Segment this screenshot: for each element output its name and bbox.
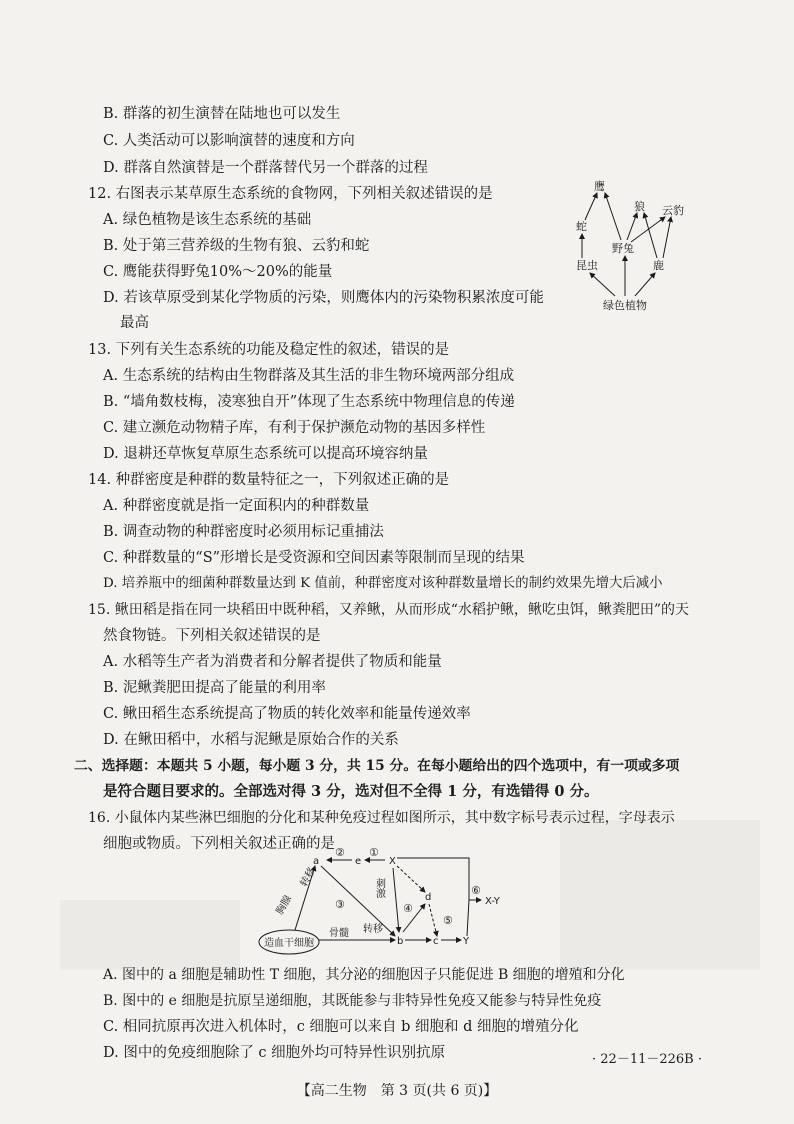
q12-stem: 12. 右图表示某草原生态系统的食物网，下列相关叙述错误的是 xyxy=(88,186,493,202)
arrow-rabbit-leopard xyxy=(631,217,665,242)
process-5: ⑤ xyxy=(443,914,453,927)
q13-option-b: B. “墙角数枝梅，凌寒独自开”体现了生态系统中物理信息的传递 xyxy=(103,394,515,410)
label-transfer1: 转移 xyxy=(298,865,319,889)
web-leopard: 云豹 xyxy=(662,204,684,217)
paper-code: · 22－11－226B · xyxy=(592,1052,702,1067)
node-b: b xyxy=(397,936,404,947)
process-1: ① xyxy=(369,848,379,859)
q14-option-d: D. 培养瓶中的细菌种群数量达到 K 值前，种群密度对该种群数量增长的制约效果先增大后减小 xyxy=(103,576,663,591)
arrow-d-to-c xyxy=(429,904,437,936)
arrow-plant-deer xyxy=(635,273,655,296)
label-stimulate: 刺激 xyxy=(373,878,385,898)
q12-option-d-cont: 最高 xyxy=(120,315,149,331)
q15-option-c: C. 鳅田稻生态系统提高了物质的转化效率和能量传递效率 xyxy=(103,706,471,722)
food-web-diagram xyxy=(565,170,705,320)
web-rabbit: 野兔 xyxy=(612,242,634,255)
connector-Y-up xyxy=(467,900,469,936)
scan-shadow xyxy=(60,900,240,970)
web-snake: 蛇 xyxy=(576,220,587,233)
q13-option-a: A. 生态系统的结构由生物群落及其生活的非生物环境两部分组成 xyxy=(103,368,515,384)
q16-stem: 16. 小鼠体内某些淋巴细胞的分化和某种免疫过程如图所示，其中数字标号表示过程，字母表示 xyxy=(88,810,675,826)
prev-option-d: D. 群落自然演替是一个群落替代另一个群落的过程 xyxy=(103,160,428,176)
q16-option-b: B. 图中的 e 细胞是抗原呈递细胞，其既能参与非特异性免疫又能参与特异性免疫 xyxy=(103,993,602,1009)
web-plant: 绿色植物 xyxy=(603,299,647,312)
node-e: e xyxy=(355,856,362,867)
prev-option-b: B. 群落的初生演替在陆地也可以发生 xyxy=(103,106,341,122)
q14-stem: 14. 种群密度是种群的数量特征之一，下列叙述正确的是 xyxy=(88,472,450,488)
web-eagle: 鹰 xyxy=(594,180,605,193)
node-Y: Y xyxy=(463,936,470,947)
page-footer: 【高二生物 第 3 页(共 6 页)】 xyxy=(296,1083,498,1099)
process-2: ② xyxy=(335,848,345,859)
node-d: d xyxy=(425,892,432,903)
web-wolf: 狼 xyxy=(634,200,645,213)
node-c: c xyxy=(433,936,439,947)
q16-stem-cont: 细胞或物质。下列相关叙述正确的是 xyxy=(103,836,335,852)
immune-process-diagram xyxy=(255,848,545,960)
q15-option-a: A. 水稻等生产者为消费者和分解者提供了物质和能量 xyxy=(103,654,442,670)
arrow-snake-eagle xyxy=(585,193,597,220)
process-3: ③ xyxy=(335,898,345,911)
prev-option-c: C. 人类活动可以影响演替的速度和方向 xyxy=(103,133,355,149)
connector-X-right xyxy=(397,858,469,900)
arrow-X-to-b xyxy=(393,868,399,932)
q14-option-c: C. 种群数量的“S”形增长是受资源和空间因素等限制而呈现的结果 xyxy=(103,550,525,566)
q14-option-b: B. 调查动物的种群密度时必须用标记重捕法 xyxy=(103,524,384,540)
q16-option-d: D. 图中的免疫细胞除了 c 细胞外均可特异性识别抗原 xyxy=(103,1045,446,1061)
q15-stem-cont: 然食物链。下列相关叙述错误的是 xyxy=(103,628,321,644)
arrow-plant-insect xyxy=(590,273,615,296)
q16-option-c: C. 相同抗原再次进入机体时，c 细胞可以来自 b 细胞和 d 细胞的增殖分化 xyxy=(103,1019,579,1035)
section2-title: 二、选择题：本题共 5 小题，每小题 3 分，共 15 分。在每小题给出的四个选项中，有一项或多项 xyxy=(74,758,680,774)
q15-option-b: B. 泥鳅粪肥田提高了能量的利用率 xyxy=(103,680,326,696)
label-thymus: 胸腺 xyxy=(274,893,295,917)
web-insect: 昆虫 xyxy=(576,259,598,272)
process-6: ⑥ xyxy=(471,884,481,897)
q13-stem: 13. 下列有关生态系统的功能及稳定性的叙述，错误的是 xyxy=(88,342,450,358)
section2-title-cont: 是符合题目要求的。全部选对得 3 分，选对但不全得 1 分，有选错得 0 分。 xyxy=(103,783,599,800)
q13-option-c: C. 建立濒危动物精子库，有利于保护濒危动物的基因多样性 xyxy=(103,420,486,436)
arrow-rabbit-eagle xyxy=(605,193,621,240)
q14-option-a: A. 种群密度就是指一定面积内的种群数量 xyxy=(103,498,370,514)
label-transfer2: 转移 xyxy=(363,924,383,935)
node-X: X xyxy=(389,856,396,867)
q15-stem: 15. 鳅田稻是指在同一块稻田中既种稻，又养鳅，从而形成“水稻护鳅，鳅吃虫饵，鳅粪肥田”的天 xyxy=(88,602,690,618)
label-bone-marrow: 骨髓 xyxy=(329,928,349,939)
q12-option-b: B. 处于第三营养级的生物有狼、云豹和蛇 xyxy=(103,238,370,254)
arrow-deer-leopard xyxy=(663,217,671,258)
q13-option-d: D. 退耕还草恢复草原生态系统可以提高环境容纳量 xyxy=(103,446,428,462)
web-deer: 鹿 xyxy=(653,259,664,272)
scan-shadow xyxy=(560,820,760,970)
arrow-rabbit-wolf xyxy=(627,213,637,240)
q15-option-d: D. 在鳅田稻中，水稻与泥鳅是原始合作的关系 xyxy=(103,732,399,748)
node-XY: X-Y xyxy=(485,896,500,907)
process-4: ④ xyxy=(403,902,413,915)
arrow-deer-wolf xyxy=(644,213,657,258)
arrow-X-to-d xyxy=(397,866,425,892)
q12-option-d: D. 若该草原受到某化学物质的污染，则鹰体内的污染物积累浓度可能 xyxy=(103,290,544,306)
node-a: a xyxy=(313,856,320,867)
label-stem-cell: 造血干细胞 xyxy=(264,938,314,949)
arrow-a-to-b xyxy=(321,866,395,936)
q12-option-c: C. 鹰能获得野兔10%～20%的能量 xyxy=(103,264,333,280)
q16-option-a: A. 图中的 a 细胞是辅助性 T 细胞，其分泌的细胞因子只能促进 B 细胞的增殖和分化 xyxy=(103,967,625,983)
q12-option-a: A. 绿色植物是该生态系统的基础 xyxy=(103,212,312,228)
